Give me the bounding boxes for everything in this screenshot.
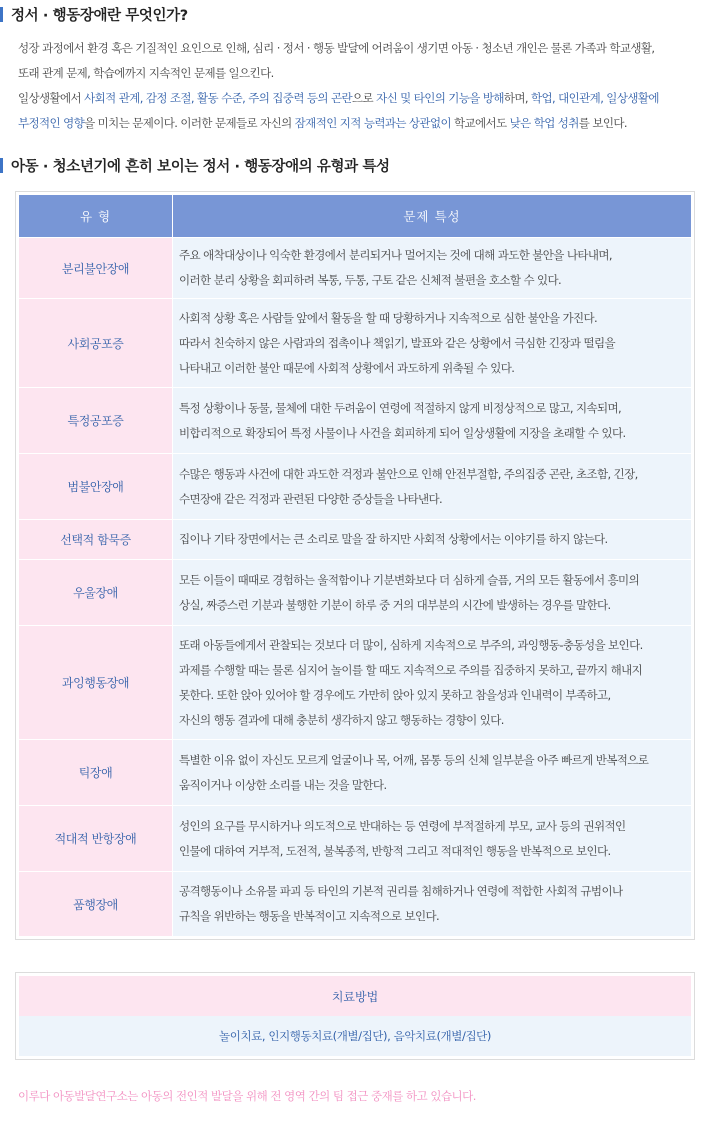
treatment-title: 치료방법	[19, 976, 691, 1016]
type-cell: 선택적 함묵증	[19, 519, 173, 559]
description-line: 과제를 수행할 때는 물론 심지어 놀이를 할 때도 지속적으로 주의를 집중하지 못하고, 끝까지 해내지	[179, 662, 643, 677]
description-cell	[173, 739, 691, 805]
type-cell: 우울장애	[19, 559, 173, 625]
description-cell	[173, 559, 691, 625]
description-line: 사회적 상황 혹은 사람들 앞에서 활동을 할 때 당황하거나 지속적으로 심한 불안을 가진다.	[179, 310, 598, 325]
intro-line: 일상생활에서 사회적 관계, 감정 조절, 활동 수준, 주의 집중력 등의 곤란으로 자신 및 타인의 기능을 방해하며, 학업, 대인관계, 일상생활에	[18, 91, 659, 105]
table-row	[19, 625, 691, 739]
description-line: 수많은 행동과 사건에 대한 과도한 걱정과 불안으로 인해 안전부절함, 주의집중 곤란, 초조함, 긴장,	[179, 466, 638, 481]
description-line: 모든 이들이 때때로 경험하는 울적함이나 기분변화보다 더 심하게 슬픔, 거의 모든 활동에서 흥미의	[179, 572, 640, 587]
highlight-text: 학업, 대인관계, 일상생활에	[531, 91, 659, 105]
table-row	[19, 387, 691, 453]
description-cell	[173, 871, 691, 936]
section-title-text: 정서 · 행동장애란 무엇인가?	[11, 7, 188, 24]
description-line: 특정 상황이나 동물, 물체에 대한 두려움이 연령에 적절하지 않게 비정상적으로 많고, 지속되며,	[179, 400, 622, 415]
type-cell: 틱장애	[19, 739, 173, 805]
type-cell: 특정공포증	[19, 387, 173, 453]
table-row	[19, 298, 691, 387]
highlight-text: 부정적인 영향	[18, 116, 85, 130]
type-cell: 품행장애	[19, 871, 173, 936]
description-cell	[173, 298, 691, 387]
type-cell: 적대적 반항장애	[19, 805, 173, 871]
table-row	[19, 519, 691, 559]
highlight-text: 잠재적인 지적 능력과는 상관없이	[294, 116, 451, 130]
intro-line: 부정적인 영향을 미치는 문제이다. 이러한 문제들로 자신의 잠재적인 지적 능력과는 상관없이 학교에서도 낮은 학업 성취를 보인다.	[18, 116, 627, 130]
table-row	[19, 739, 691, 805]
type-cell: 과잉행동장애	[19, 625, 173, 739]
intro-line: 성장 과정에서 환경 혹은 기질적인 요인으로 인해, 심리 · 정서 · 행동 발달에 어려움이 생기면 아동 · 청소년 개인은 물론 가족과 학교생활,	[18, 41, 655, 55]
description-line: 비합리적으로 확장되어 특정 사물이나 사건을 회피하게 되어 일상생활에 지장을 초래할 수 있다.	[179, 425, 626, 440]
description-line: 특별한 이유 없이 자신도 모르게 얼굴이나 목, 어깨, 몸통 등의 신체 일부분을 아주 빠르게 반복적으로	[179, 752, 649, 767]
footer-note: 이루다 아동발달연구소는 아동의 전인적 발달을 위해 전 영역 간의 팀 접근 중재를 하고 있습니다.	[18, 1089, 476, 1103]
description-line: 못한다. 또한 앉아 있어야 할 경우에도 가만히 앉아 있지 못하고 참을성과 인내력이 부족하고,	[179, 687, 611, 702]
description-line: 자신의 행동 결과에 대해 충분히 생각하지 않고 행동하는 경향이 있다.	[179, 712, 504, 727]
description-line: 또래 아동들에게서 관찰되는 것보다 더 많이, 심하게 지속적으로 부주의, 과잉행동-충동성을 보인다.	[179, 637, 643, 652]
description-line: 나타내고 이러한 불안 때문에 사회적 상황에서 과도하게 위축될 수 있다.	[179, 360, 515, 375]
type-cell: 사회공포증	[19, 298, 173, 387]
treatment-box	[15, 972, 695, 1060]
description-line: 성인의 요구를 무시하거나 의도적으로 반대하는 등 연령에 부적절하게 부모, 교사 등의 권위적인	[179, 818, 626, 833]
description-cell	[173, 625, 691, 739]
description-line: 주요 애착대상이나 익숙한 환경에서 분리되거나 멀어지는 것에 대해 과도한 불안을 나타내며,	[179, 248, 612, 262]
table-row	[19, 559, 691, 625]
treatment-value: 놀이치료, 인지행동치료(개별/집단), 음악치료(개별/집단)	[19, 1016, 691, 1056]
description-line: 이러한 분리 상황을 회피하려 복통, 두통, 구토 같은 신체적 불편을 호소할 수 있다.	[179, 273, 562, 287]
description-line: 따라서 친숙하지 않은 사람과의 접촉이나 책읽기, 발표와 같은 상황에서 극심한 긴장과 떨림을	[179, 335, 616, 350]
section-title-text: 아동 · 청소년기에 흔히 보이는 정서 · 행동장애의 유형과 특성	[11, 158, 390, 175]
description-cell	[173, 387, 691, 453]
description-line: 집이나 기타 장면에서는 큰 소리로 말을 잘 하지만 사회적 상황에서는 이야기를 하지 않는다.	[179, 532, 608, 546]
type-cell: 범불안장애	[19, 453, 173, 519]
intro-line: 또래 관계 문제, 학습에까지 지속적인 문제를 일으킨다.	[18, 66, 274, 80]
types-table-frame	[15, 191, 695, 940]
highlight-text: 낮은 학업 성취	[509, 116, 579, 130]
description-line: 인물에 대하여 거부적, 도전적, 불복종적, 반항적 그리고 적대적인 행동을 반복적으로 보인다.	[179, 843, 611, 858]
table-row	[19, 805, 691, 871]
section-title-types	[0, 154, 390, 176]
description-cell	[173, 519, 691, 559]
table-row	[19, 871, 691, 936]
types-table	[19, 195, 691, 936]
highlight-text: 자신 및 타인의 기능을 방해	[376, 91, 504, 105]
type-cell: 분리불안장애	[19, 237, 173, 298]
description-line: 규칙을 위반하는 행동을 반복적이고 지속적으로 보인다.	[179, 909, 440, 923]
description-cell	[173, 453, 691, 519]
table-row	[19, 453, 691, 519]
title-bar	[0, 7, 3, 22]
description-line: 움직이거나 이상한 소리를 내는 것을 말한다.	[179, 777, 387, 792]
description-line: 상실, 짜증스런 기분과 불행한 기분이 하루 중 거의 대부분의 시간에 발생하는 경우를 말한다.	[179, 597, 611, 612]
column-header-description: 문제 특성	[173, 195, 691, 237]
description-cell	[173, 237, 691, 298]
intro-text	[18, 36, 712, 136]
section-title-definition	[0, 3, 188, 25]
table-row	[19, 237, 691, 298]
description-cell	[173, 805, 691, 871]
description-line: 수면장애 같은 걱정과 관련된 다양한 증상들을 나타낸다.	[179, 491, 443, 506]
column-header-type: 유 형	[19, 195, 173, 237]
description-line: 공격행동이나 소유물 파괴 등 타인의 기본적 권리를 침해하거나 연령에 적합한 사회적 규범이나	[179, 884, 623, 898]
highlight-text: 사회적 관계, 감정 조절, 활동 수준, 주의 집중력 등의 곤란	[84, 91, 352, 105]
title-bar	[0, 158, 3, 173]
